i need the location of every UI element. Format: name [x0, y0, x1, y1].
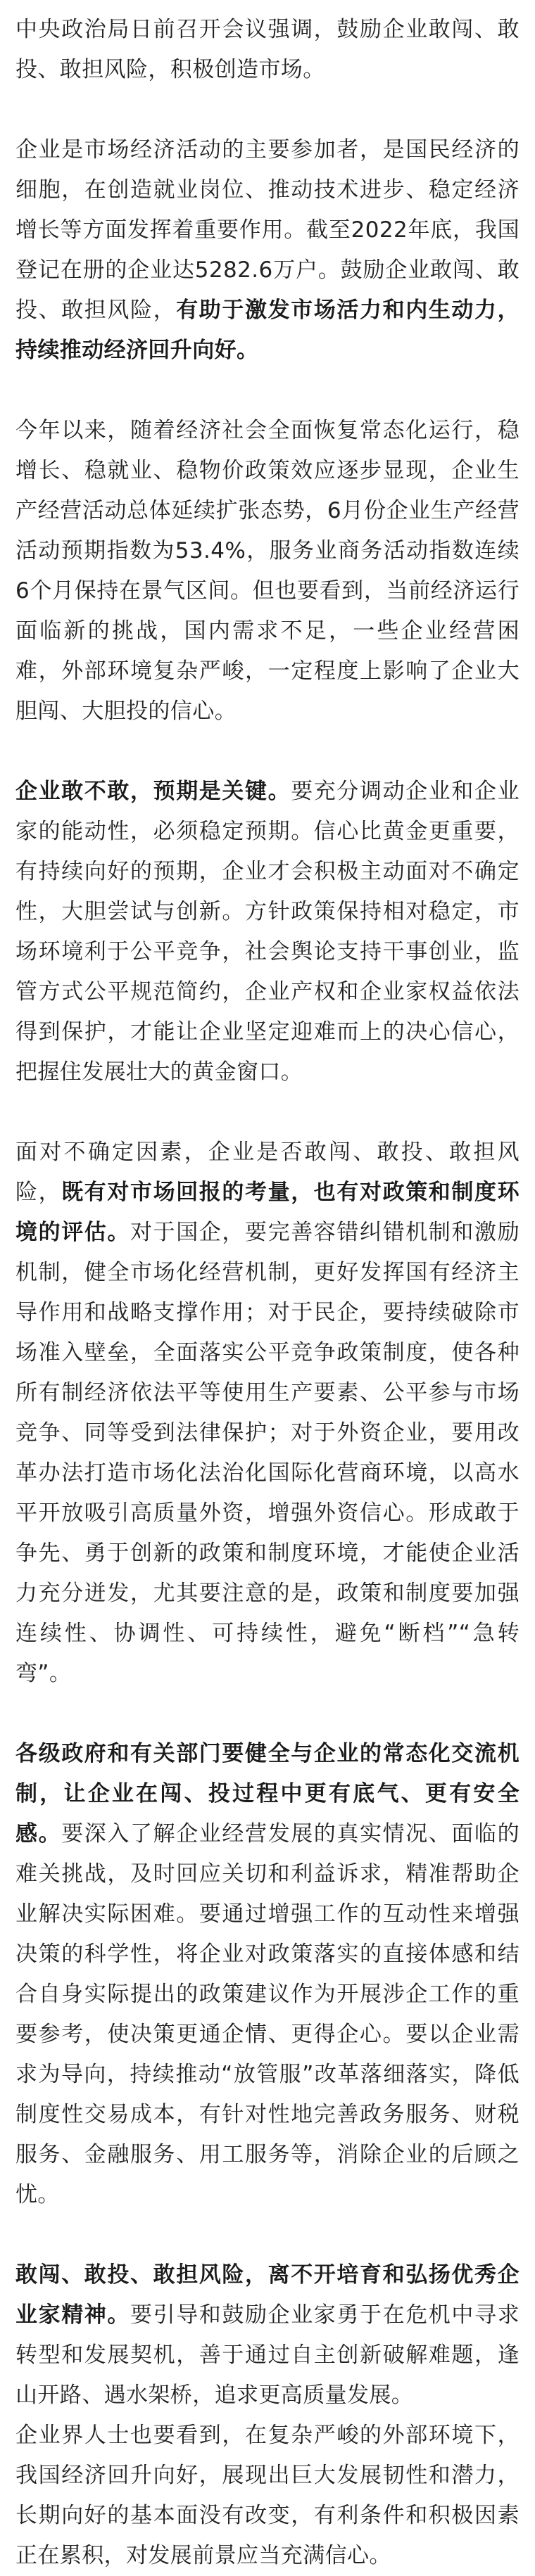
paragraph-text: 面对不确定因素，企业是否敢闯、敢投、敢担风险，	[15, 1140, 520, 1205]
paragraph-emphasis: 既有对市场回报的考量，也有对政策和制度环境的评估。	[15, 1180, 520, 1245]
paragraph-text: 中央政治局日前召开会议强调，鼓励企业敢闯、敢投、敢担风险，积极创造市场。	[15, 17, 520, 82]
paragraph-text: 要深入了解企业经营发展的真实情况、面临的难关挑战，及时回应关切和利益诉求，精准帮助企业解决实际困难。要通过增强工作的互动性来增强决策的科学性，将企业对政策落实的直接体感和结合自身实际提出的政策建议作为开展涉企工作的重要参考，使决策更通企情、更得企心。要以企业需求为导向，持续推动“放管服”改革落细落实，降低制度性交易成本，有针对性地完善政务服务、财税服务、金融服务、用工服务等，消除企业的后顾之忧。	[15, 1821, 520, 2207]
paragraph-entrepreneurship	[15, 2255, 520, 2416]
paragraph-confidence	[15, 2416, 520, 2576]
paragraph-government-communication	[15, 1734, 520, 2215]
paragraph-enterprise-role	[15, 130, 520, 371]
paragraph-text: 要引导和鼓励企业家勇于在危机中寻求转型和发展契机，善于通过自主创新破解难题，逢山开路、遇水架桥，追求更高质量发展。	[15, 2302, 520, 2408]
paragraph-intro	[15, 10, 520, 90]
paragraph-expectations	[15, 772, 520, 1092]
paragraph-emphasis: 各级政府和有关部门要健全与企业的常态化交流机制，让企业在闯、投过程中更有底气、更有安全感。	[15, 1741, 520, 1847]
paragraph-emphasis: 有助于激发市场活力和内生动力，持续推动经济回升向好。	[15, 298, 520, 363]
paragraph-emphasis: 敢闯、敢投、敢担风险，离不开培育和弘扬优秀企业家精神。	[15, 2262, 520, 2328]
paragraph-text: 对于国企，要完善容错纠错机制和激励机制，健全市场化经营机制，更好发挥国有经济主导作用和战略支撑作用；对于民企，要持续破除市场准入壁垒，全面落实公平竞争政策制度，使各种所有制经济依法平等使用生产要素、公平参与市场竞争、同等受到法律保护；对于外资企业，要用改革办法打造市场化法治化国际化营商环境，以高水平开放吸引高质量外资，增强外资信心。形成敢于争先、勇于创新的政策和制度环境，才能使企业活力充分迸发，尤其要注意的是，政策和制度要加强连续性、协调性、可持续性，避免“断档”“急转弯”。	[15, 1220, 520, 1686]
paragraph-emphasis: 企业敢不敢，预期是关键。	[15, 779, 291, 804]
paragraph-policy-environment	[15, 1133, 520, 1694]
paragraph-text: 企业是市场经济活动的主要参加者，是国民经济的细胞，在创造就业岗位、推动技术进步、稳定经济增长等方面发挥着重要作用。截至2022年底，我国登记在册的企业达5282.6万户。鼓励企业敢闯、敢投、敢担风险，	[15, 137, 520, 323]
paragraph-text: 企业界人士也要看到，在复杂严峻的外部环境下，我国经济回升向好，展现出巨大发展韧性和潜力，长期向好的基本面没有改变，有利条件和积极因素正在累积，对发展前景应当充满信心。	[15, 2423, 520, 2568]
paragraph-text: 今年以来，随着经济社会全面恢复常态化运行，稳增长、稳就业、稳物价政策效应逐步显现，企业生产经营活动总体延续扩张态势，6月份企业生产经营活动预期指数为53.4%，服务业商务活动指数连续6个月保持在景气区间。但也要看到，当前经济运行面临新的挑战，国内需求不足，一些企业经营困难，外部环境复杂严峻，一定程度上影响了企业大胆闯、大胆投的信心。	[15, 418, 520, 724]
paragraph-economic-situation	[15, 411, 520, 732]
paragraph-text: 要充分调动企业和企业家的能动性，必须稳定预期。信心比黄金更重要，有持续向好的预期，企业才会积极主动面对不确定性，大胆尝试与创新。方针政策保持相对稳定，市场环境利于公平竞争，社会舆论支持干事创业，监管方式公平规范简约，企业产权和企业家权益依法得到保护，才能让企业坚定迎难而上的决心信心，把握住发展壮大的黄金窗口。	[15, 779, 520, 1085]
